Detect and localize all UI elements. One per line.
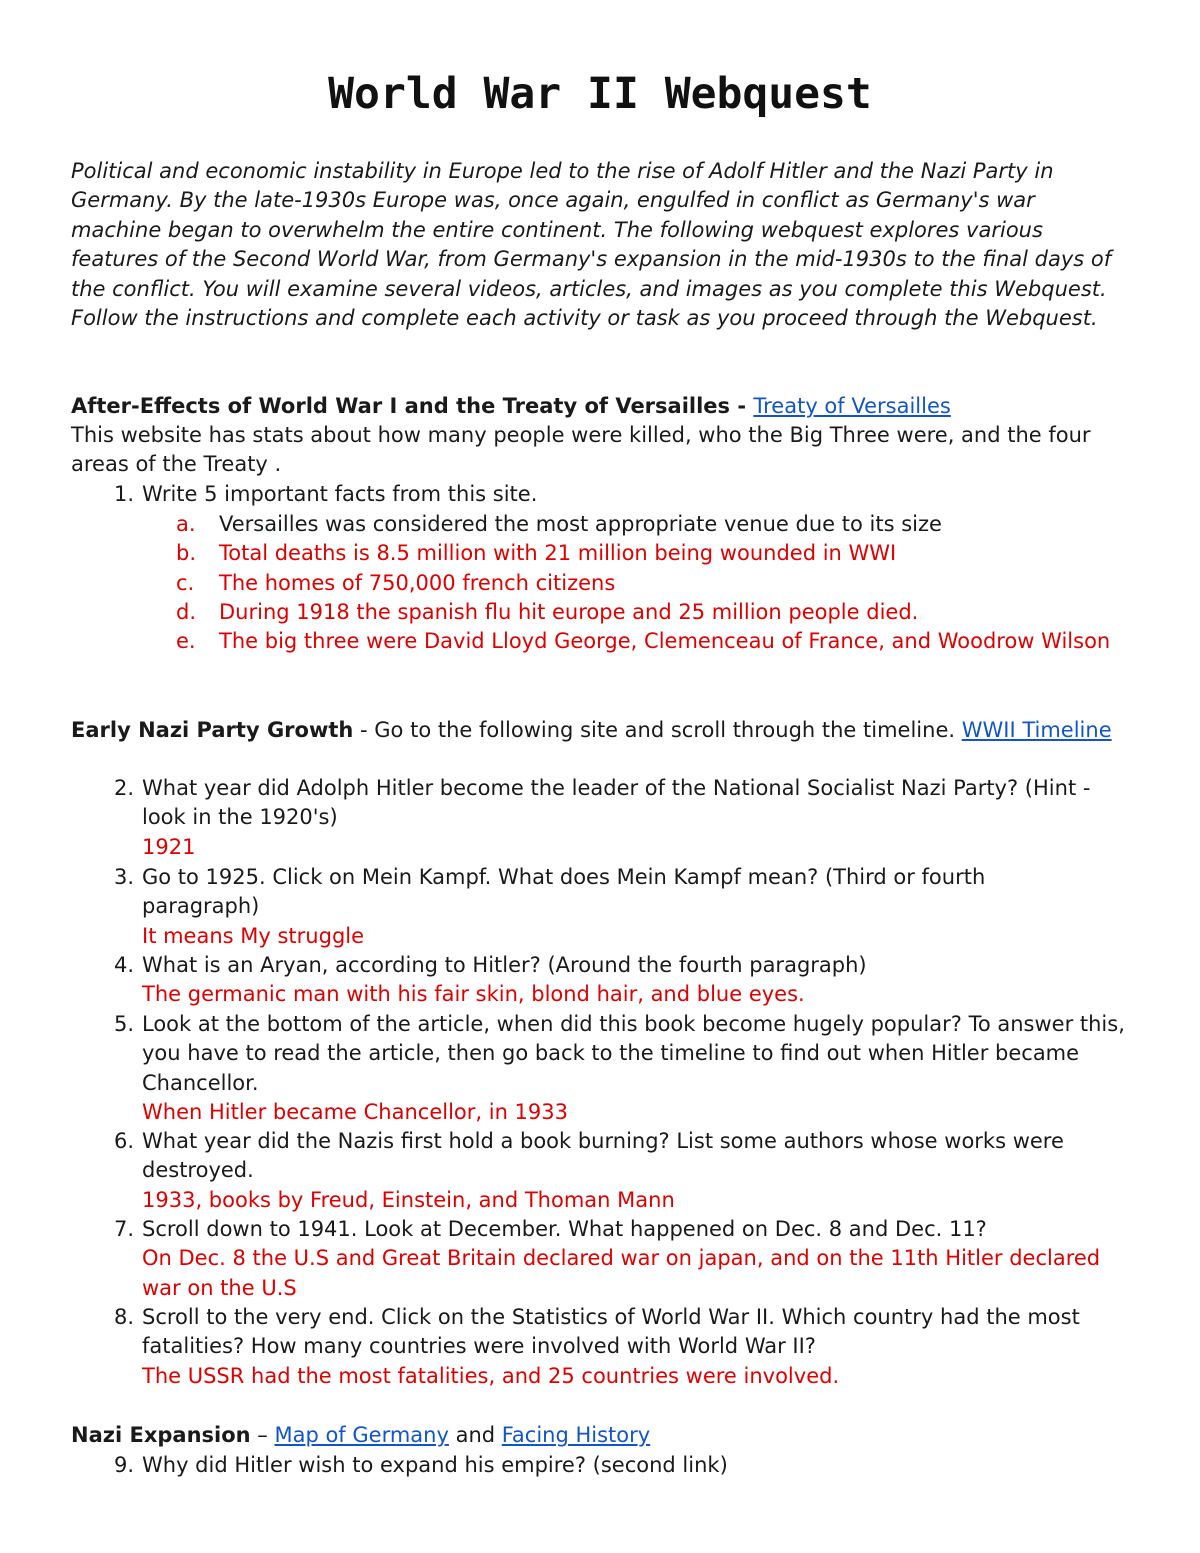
- question-text: What year did the Nazis first hold a book burning? List some authors whose works were destroyed.: [142, 1129, 1064, 1183]
- question-number: 1.: [113, 482, 134, 506]
- section2-heading: Early Nazi Party Growth: [71, 718, 354, 742]
- answer-text: When Hitler became Chancellor, in 1933: [142, 1100, 568, 1125]
- question-number: 7.: [113, 1217, 134, 1241]
- question-text: Look at the bottom of the article, when did this book become hugely popular? To answer this, you have to read the article, then go back to the timeline to find out when Hitler became Chancellor.: [142, 1012, 1125, 1095]
- section1-heading-line: [71, 392, 951, 421]
- question-text: Scroll to the very end. Click on the Statistics of World War II. Which country had the most fatalities? How many countries were involved with World War II?: [142, 1305, 1080, 1359]
- question-8: [142, 1303, 1122, 1391]
- answer-text: The germanic man with his fair skin, blond hair, and blue eyes.: [142, 982, 805, 1007]
- question-3: [142, 863, 1072, 951]
- question-number: 5.: [113, 1012, 134, 1036]
- question-2: [142, 774, 1112, 862]
- answer-text: The USSR had the most fatalities, and 25 countries were involved.: [142, 1363, 840, 1388]
- fact-letter: d.: [176, 600, 197, 624]
- section3-heading: Nazi Expansion: [71, 1423, 251, 1447]
- section3-and: and: [448, 1423, 502, 1447]
- answer-text: 1921: [142, 834, 196, 859]
- section3-separator: –: [250, 1423, 275, 1447]
- fact-d-text: During 1918 the spanish flu hit europe and 25 million people died.: [219, 600, 919, 624]
- answer-text: 1933, books by Freud, Einstein, and Thoman Mann: [142, 1187, 675, 1212]
- question-4: [142, 951, 1142, 1010]
- section3-heading-line: [71, 1421, 650, 1450]
- question-text: What year did Adolph Hitler become the leader of the National Socialist Nazi Party? (Hint - look in the 1920's): [142, 776, 1091, 830]
- question-number: 6.: [113, 1129, 134, 1153]
- section2-instructions: - Go to the following site and scroll through the timeline.: [353, 718, 962, 742]
- map-of-germany-link[interactable]: Map of Germany: [274, 1423, 449, 1447]
- fact-letter: b.: [176, 541, 197, 565]
- question-1-text: Write 5 important facts from this site.: [142, 482, 538, 506]
- question-6: [142, 1127, 1102, 1215]
- section1-description: This website has stats about how many people were killed, who the Big Three were, and the four areas of the Treaty .: [71, 423, 1091, 477]
- question-7: [142, 1215, 1102, 1303]
- section2-heading-line: [71, 716, 1131, 745]
- question-text: What is an Aryan, according to Hitler? (Around the fourth paragraph): [142, 953, 867, 977]
- treaty-of-versailles-link[interactable]: Treaty of Versailles: [753, 394, 951, 418]
- fact-b-text: Total deaths is 8.5 million with 21 million being wounded in WWI: [219, 541, 897, 565]
- answer-text: On Dec. 8 the U.S and Great Britain declared war on japan, and on the 11th Hitler declared war on the U.S: [142, 1246, 1101, 1300]
- question-number: 2.: [113, 776, 134, 800]
- question-text: Go to 1925. Click on Mein Kampf. What does Mein Kampf mean? (Third or fourth paragraph): [142, 865, 986, 919]
- section1-heading: After-Effects of World War I and the Treaty of Versailles -: [71, 394, 754, 418]
- facing-history-link[interactable]: Facing History: [501, 1423, 651, 1447]
- question-5: [142, 1010, 1142, 1128]
- fact-e-text: The big three were David Lloyd George, Clemenceau of France, and Woodrow Wilson: [219, 629, 1111, 653]
- question-number: 3.: [113, 865, 134, 889]
- fact-c-text: The homes of 750,000 french citizens: [219, 571, 616, 595]
- answer-text: It means My struggle: [142, 923, 365, 948]
- question-text: Scroll down to 1941. Look at December. What happened on Dec. 8 and Dec. 11?: [142, 1217, 987, 1241]
- fact-a-text: Versailles was considered the most appropriate venue due to its size: [219, 512, 942, 536]
- fact-letter: e.: [176, 629, 196, 653]
- page-title: World War II Webquest: [328, 69, 872, 119]
- intro-paragraph: Political and economic instability in Europe led to the rise of Adolf Hitler and the Nazi Party in Germany. By the late-1930s Europe was, once again, engulfed in conflict as Germany's war machine began to overwhelm the entire continent. The following webquest explores various features of the Second World War, from Germany's expansion in the mid-1930s to the final days of the conflict. You will examine several videos, articles, and images as you complete this Webquest. Follow the instructions and complete each activity or task as you proceed through the Webquest.: [71, 159, 1112, 331]
- fact-letter: c.: [176, 571, 195, 595]
- wwii-timeline-link[interactable]: WWII Timeline: [961, 718, 1112, 742]
- question-number: 8.: [113, 1305, 134, 1329]
- question-9-text: Why did Hitler wish to expand his empire? (second link): [142, 1453, 728, 1477]
- fact-letter: a.: [176, 512, 196, 536]
- question-number: 4.: [113, 953, 134, 977]
- question-number: 9.: [113, 1453, 134, 1477]
